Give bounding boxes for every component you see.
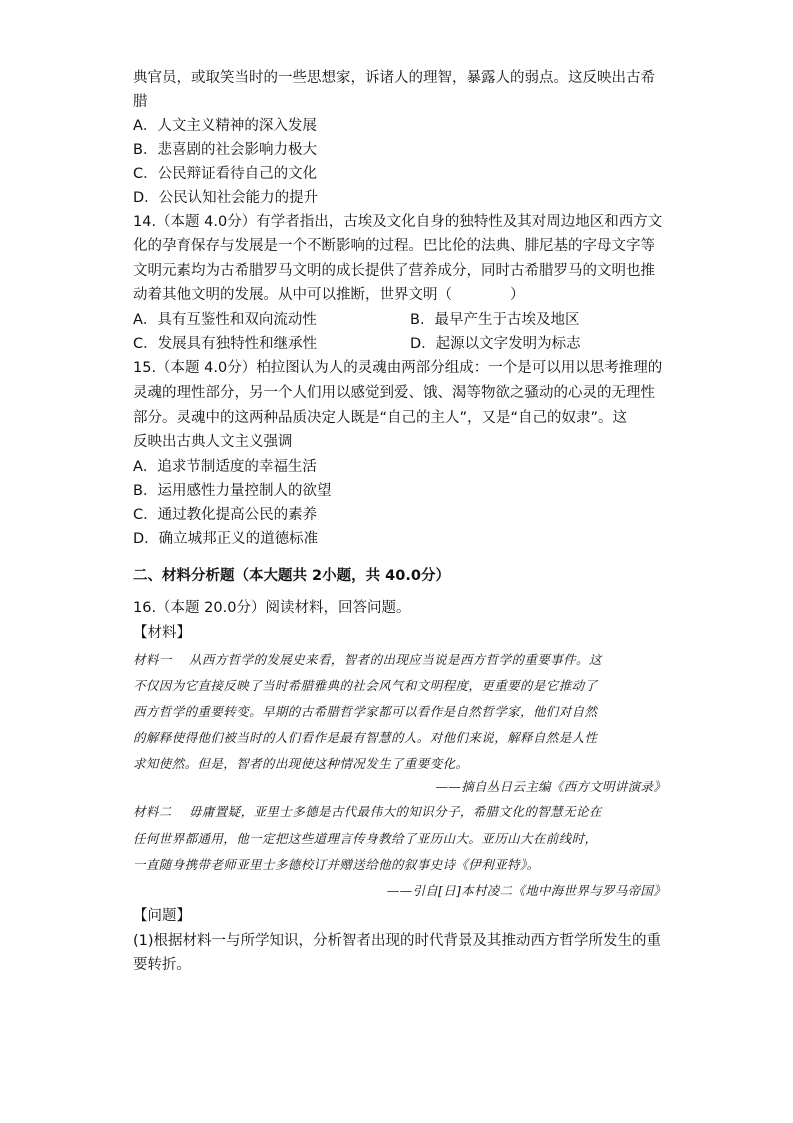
material-1-line-4: 的解释使得他们被当时的人们看作是最有智慧的人。对他们来说，解释自然是人性 — [133, 730, 598, 745]
q15-option-c: C．通过教化提高公民的素养 — [133, 507, 318, 523]
material-1-line-5: 求知使然。但是，智者的出现使这种情况发生了重要变化。 — [133, 756, 469, 771]
q15-option-a: A．追求节制适度的幸福生活 — [133, 459, 317, 475]
material-label: 【材料】 — [133, 625, 191, 641]
material-2-line-2: 任何世界都通用，他一定把这些道理言传身教给了亚历山大。亚历山大在前线时， — [133, 831, 598, 846]
q16-stem: 16.（本题 20.0分）阅读材料，回答问题。 — [133, 600, 411, 616]
q13-stem-line-2: 腊 — [133, 94, 148, 110]
q15-stem-line-2: 灵魂的理性部分，另一个人们用以感觉到爱、饿、渴等物欲之骚动的心灵的无理性 — [133, 385, 655, 401]
material-1-line-1: 材料一 从西方哲学的发展史来看，智者的出现应当说是西方哲学的重要事件。这 — [133, 652, 602, 667]
material-2-line-3: 一直随身携带老师亚里士多德校订并赠送给他的叙事史诗《伊利亚特》。 — [133, 857, 540, 872]
sub-question-1-line-2: 要转折。 — [133, 957, 191, 973]
q15-stem-line-4: 反映出古典人文主义强调 — [133, 434, 293, 450]
q15-option-d: D．确立城邦正义的道德标准 — [133, 531, 319, 547]
q14-option-c: C．发展具有独特性和继承性 — [133, 336, 318, 352]
q14-stem-line-2: 化的孕育保存与发展是一个不断影响的过程。巴比伦的法典、腓尼基的字母文字等 — [133, 238, 655, 254]
q14-stem-line-1: 14.（本题 4.0分）有学者指出，古埃及文化自身的独特性及其对周边地区和西方文 — [133, 214, 663, 230]
q13-option-c: C．公民辩证看待自己的文化 — [133, 166, 318, 182]
q13-option-a: A．人文主义精神的深入发展 — [133, 118, 317, 134]
material-2-source: ——引自[日]本村凌二《地中海世界与罗马帝国》 — [386, 883, 666, 898]
q14-stem-line-3: 文明元素均为古希腊罗马文明的成长提供了营养成分，同时古希腊罗马的文明也推 — [133, 263, 655, 279]
question-label: 【问题】 — [133, 908, 191, 924]
q14-option-a: A．具有互鉴性和双向流动性 — [133, 312, 317, 328]
q14-option-b: B．最早产生于古埃及地区 — [410, 312, 580, 328]
q15-stem-line-1: 15.（本题 4.0分）柏拉图认为人的灵魂由两部分组成：一个是可以用以思考推理的 — [133, 360, 663, 376]
q13-option-b: B．悲喜剧的社会影响力极大 — [133, 142, 317, 158]
section-heading: 二、材料分析题（本大题共 2小题，共 40.0分） — [133, 568, 450, 584]
q14-stem-line-4: 动着其他文明的发展。从中可以推断，世界文明（ ） — [133, 287, 525, 303]
q15-option-b: B．运用感性力量控制人的欲望 — [133, 483, 332, 499]
q13-option-d: D．公民认知社会能力的提升 — [133, 190, 319, 206]
q13-stem-line-1: 典官员，或取笑当时的一些思想家，诉诸人的理智，暴露人的弱点。这反映出古希 — [133, 70, 655, 86]
q15-stem-line-3: 部分。灵魂中的这两种品质决定人既是“自己的主人”，又是“自己的奴隶”。这 — [133, 410, 628, 426]
material-1-line-3: 西方哲学的重要转变。早期的古希腊哲学家都可以看作是自然哲学家，他们对自然 — [133, 704, 598, 719]
material-1-line-2: 不仅因为它直接反映了当时希腊雅典的社会风气和文明程度，更重要的是它推动了 — [133, 678, 598, 693]
material-1-source: ——摘自丛日云主编《西方文明讲演录》 — [435, 779, 666, 794]
q14-option-d: D．起源以文字发明为标志 — [410, 336, 581, 352]
sub-question-1-line-1: (1)根据材料一与所学知识，分析智者出现的时代背景及其推动西方哲学所发生的重 — [133, 933, 662, 949]
material-2-line-1: 材料二 毋庸置疑，亚里士多德是古代最伟大的知识分子，希腊文化的智慧无论在 — [133, 804, 602, 819]
